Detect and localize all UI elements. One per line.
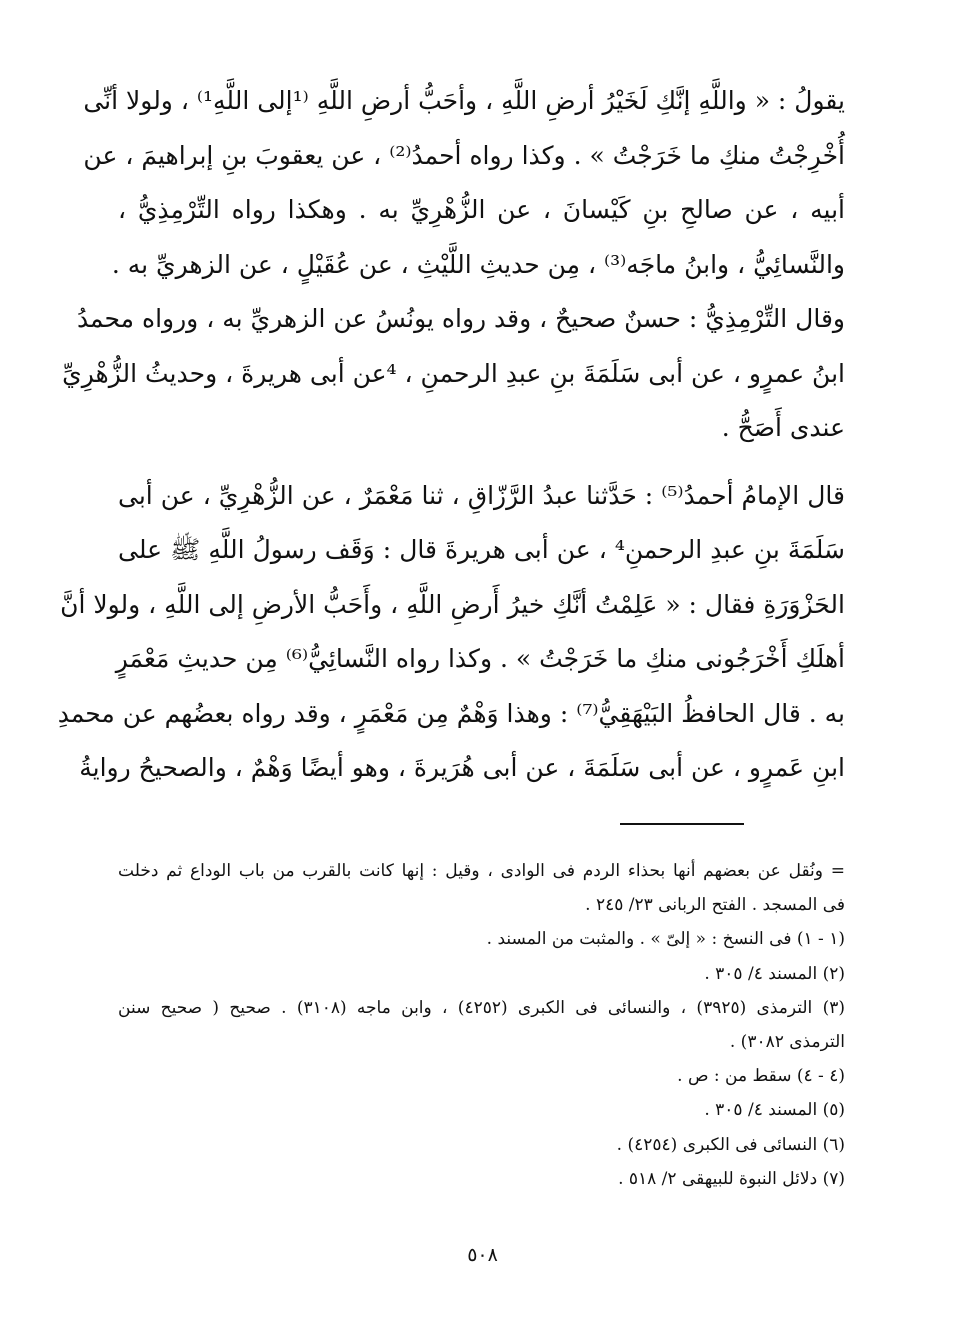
footnote-line: (٧) دلائل النبوة للبيهقى ٢/ ٥١٨ .	[618, 1168, 845, 1189]
text-line: والنَّسائِيُّ ، وابنُ ماجَه⁽³⁾ ، مِن حديثِ اللَّيْثِ ، عن عُقَيْلٍ ، عن الزهريِّ به .	[111, 249, 845, 279]
footnote-line: الترمذى ٣٠٨٢) .	[729, 1031, 845, 1052]
text-line: ابنِ عَمرٍو ، عن أبى سَلَمَةَ ، عن أبى هُرَيرةَ ، وهو أيضًا وَهْمٌ ، والصحيحُ روايةُ	[79, 753, 845, 782]
footnote-line: (٥) المسند ٤/ ٣٠٥ .	[704, 1100, 845, 1121]
footnote-line: (٦) النسائى فى الكبرى (٤٢٥٤) .	[616, 1134, 845, 1155]
footnote-line: فى المسجد . الفتح الربانى ٢٣/ ٢٤٥ .	[585, 895, 845, 916]
main-text	[57, 74, 845, 796]
text-line: وقال التِّرْمِذِيُّ : حسنٌ صحيحٌ ، وقد رواه يونُسُ عن الزهريِّ به ، ورواه محمدُ	[76, 304, 845, 333]
text-line: سَلَمَةَ بنِ عبدِ الرحمنِ⁴ ، عن أبى هريرةَ قال : وَقَف رسولُ اللَّهِ ﷺ على	[118, 535, 845, 564]
text-line: يقولُ : « واللَّهِ إنَّكِ لَخَيْرُ أرضِ اللَّهِ ، وأحَبُّ أرضِ اللَّهِ ⁽¹إلى اللَّهِ¹⁾ ، ولولا أنِّى	[83, 86, 845, 115]
text-line: أهلَكِ أَخْرَجُونى منكِ ما خَرَجْتُ » . وكذا رواه النَّسائِيُّ⁽⁶⁾ مِن حديثِ مَعْمَرٍ	[115, 644, 845, 673]
paragraph-1	[62, 74, 845, 456]
page-number: ٥٠٨	[467, 1244, 498, 1266]
footnote-line: (٢) المسند ٤/ ٣٠٥ .	[704, 963, 845, 984]
text-line: ابنُ عمرٍو ، عن أبى سَلَمَةَ بنِ عبدِ الرحمنِ ، ⁴عن أبى هريرةَ ، وحديثُ الزُّهْرِيِّ	[62, 358, 845, 388]
paragraph-2	[57, 469, 845, 796]
footnotes	[118, 854, 845, 1196]
footnote-line: (٤ - ٤) سقط من : ص .	[677, 1066, 845, 1087]
footnote-line: (١ - ١) فى النسخ : « إلىّ » . والمثبت من المسند .	[486, 929, 845, 950]
text-line: قال الإمامُ أحمدُ⁽⁵⁾ : حَدَّثنا عبدُ الرَّزّاقِ ، ثنا مَعْمَرٌ ، عن الزُّهْرِيِّ ، عن أبى	[118, 480, 845, 510]
text-line: به . قال الحافظُ البَيْهَقِيُّ⁽⁷⁾ : وهذا وَهْمٌ مِن مَعْمَرٍ ، وقد رواه بعضُهم عن محمدِ	[57, 698, 845, 728]
footnote-line: (٣) الترمذى (٣٩٢٥) ، والنسائى فى الكبرى (٤٢٥٢) ، وابن ماجه (٣١٠٨) . صحيح ( صحيح سنن	[118, 997, 845, 1018]
text-line: أبيه ، عن صالحِ بنِ كَيْسانَ ، عن الزُّهْرِيِّ به . وهكذا رواه التِّرْمِذِيُّ ،	[118, 195, 845, 224]
text-line: عندى أَصَحُّ .	[721, 413, 845, 442]
text-line: أُخْرِجْتُ منكِ ما خَرَجْتُ » . وكذا رواه أحمدُ⁽²⁾ ، عن يعقوبَ بنِ إبراهيمَ ، عن	[83, 140, 845, 170]
footnote-line: = ونُقل عن بعضهم أنها بحذاء الردم فى الوادى ، وقيل : إنها كانت بالقرب من باب الوداع ثم دخلت	[118, 861, 845, 881]
footnote-separator	[620, 823, 744, 825]
text-line: الحَزْوَرَةِ فقال : « عَلِمْتُ أنَّكِ خيرُ أَرضِ اللَّهِ ، وأَحَبُّ الأرضِ إلى اللَّهِ ، ولولا أنَّ	[60, 589, 845, 619]
